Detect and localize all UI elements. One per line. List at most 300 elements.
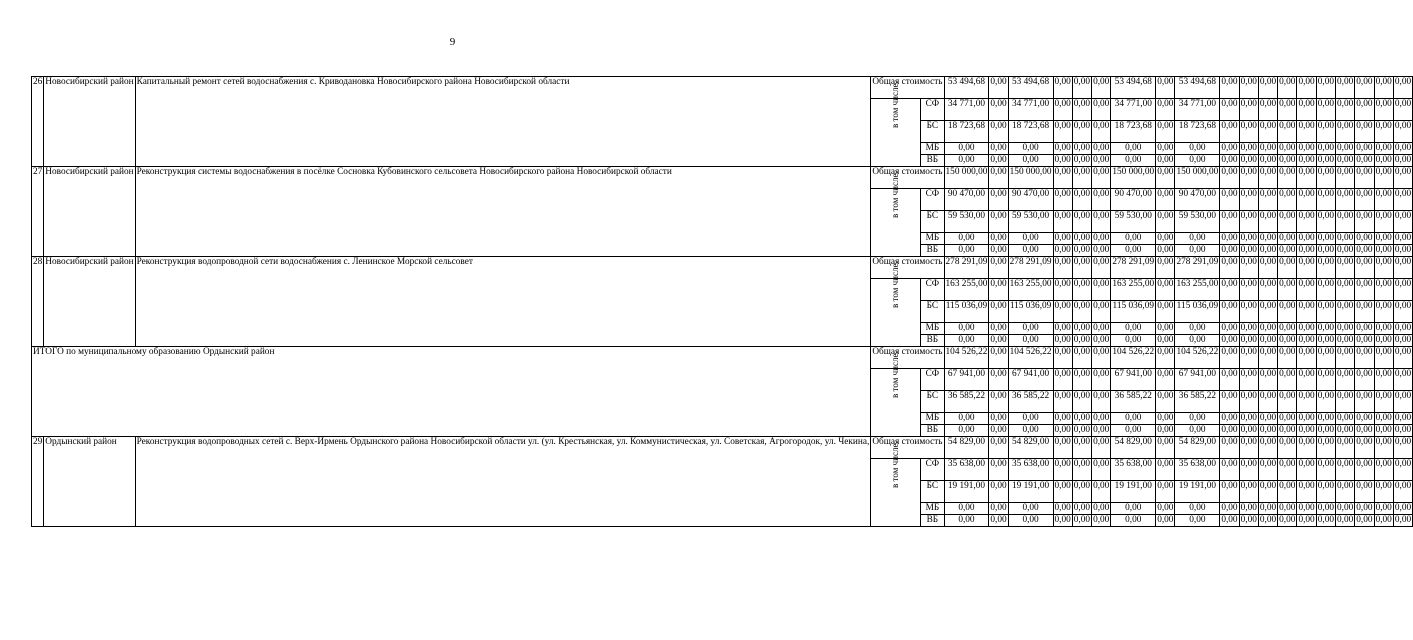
value-cell: 0,00 [1221, 245, 1238, 255]
value-cell: 0,00 [989, 189, 1008, 211]
value-cell: 0,00 [1008, 413, 1053, 425]
value-cell: 0,00 [1157, 515, 1174, 525]
value-cell: 0,00 [1337, 143, 1354, 153]
value-cell: 0,00 [1317, 143, 1334, 153]
value-cell: 0,00 [1316, 189, 1335, 211]
value-cell: 0,00 [1317, 503, 1334, 513]
value-cell: 0,00 [1053, 189, 1072, 211]
value-cell: 0,00 [1258, 257, 1277, 279]
value-cell: 0,00 [1072, 437, 1091, 459]
value-cell: 0,00 [1374, 121, 1393, 143]
value-cell: 0,00 [1316, 459, 1335, 481]
value-cell: 0,00 [1297, 121, 1316, 143]
value-cell: 0,00 [1336, 77, 1355, 99]
value-cell: 0,00 [1111, 143, 1156, 155]
value-cell: 0,00 [1239, 459, 1258, 481]
value-cell: 0,00 [1317, 515, 1334, 525]
value-cell: 0,00 [1316, 121, 1335, 143]
value-cell: 0,00 [1393, 481, 1412, 503]
value-cell: 278 291,09 [1008, 257, 1053, 279]
value-cell: 0,00 [1157, 503, 1174, 513]
value-cell: 0,00 [1259, 503, 1277, 513]
value-cell: 0,00 [1258, 369, 1277, 391]
funding-type: МБ [921, 323, 944, 335]
value-cell: 0,00 [1393, 189, 1412, 211]
value-cell: 0,00 [1092, 481, 1111, 503]
value-cell: 0,00 [1317, 413, 1334, 423]
value-cell: 0,00 [944, 245, 989, 257]
project-number: 28 [32, 257, 44, 347]
value-cell: 0,00 [990, 155, 1007, 165]
value-cell: 278 291,09 [944, 257, 989, 279]
value-cell: 0,00 [1297, 347, 1316, 369]
funding-type: Общая стоимость [871, 77, 944, 99]
value-cell: 0,00 [1297, 459, 1316, 481]
value-cell: 0,00 [1278, 279, 1297, 301]
value-cell: 0,00 [1008, 515, 1053, 527]
value-cell: 0,00 [1374, 369, 1393, 391]
value-cell: 0,00 [1008, 425, 1053, 437]
value-cell: 0,00 [1278, 211, 1297, 233]
value-cell: 0,00 [944, 413, 989, 425]
table-row [32, 77, 1413, 99]
value-cell: 0,00 [944, 323, 989, 335]
value-cell: 0,00 [1175, 413, 1220, 425]
value-cell: 0,00 [1054, 335, 1071, 345]
value-cell: 0,00 [1297, 167, 1316, 189]
value-cell: 0,00 [1355, 99, 1374, 121]
value-cell: 0,00 [1258, 189, 1277, 211]
value-cell: 0,00 [1298, 323, 1315, 333]
value-cell: 0,00 [1355, 167, 1374, 189]
value-cell: 0,00 [1008, 155, 1053, 167]
funding-type: БС [921, 121, 944, 143]
value-cell: 115 036,09 [1111, 301, 1156, 323]
value-cell: 0,00 [1394, 503, 1412, 513]
value-cell: 67 941,00 [1175, 369, 1220, 391]
value-cell: 0,00 [1072, 459, 1091, 481]
value-cell: 0,00 [1297, 99, 1316, 121]
value-cell: 0,00 [990, 233, 1007, 243]
value-cell: 0,00 [1239, 211, 1258, 233]
value-cell: 0,00 [1375, 143, 1392, 153]
value-cell: 0,00 [1297, 211, 1316, 233]
funding-type: ВБ [921, 245, 944, 257]
project-name: Реконструкция водопроводных сетей с. Верх-Ирмень Ордынского района Новосибирской области ул. (ул. Крестьянская, ул. Коммунистическая, ул. Советская, Агрогородок, ул. Чекина, [135, 437, 871, 527]
value-cell: 67 941,00 [944, 369, 989, 391]
value-cell: 0,00 [1053, 99, 1072, 121]
value-cell: 0,00 [1297, 189, 1316, 211]
value-cell: 0,00 [1054, 503, 1071, 513]
value-cell: 0,00 [1092, 121, 1111, 143]
value-cell: 0,00 [1336, 211, 1355, 233]
value-cell: 0,00 [1355, 279, 1374, 301]
value-cell: 0,00 [1157, 143, 1174, 153]
value-cell: 0,00 [944, 143, 989, 155]
value-cell: 0,00 [1093, 155, 1110, 165]
value-cell: 0,00 [1259, 515, 1277, 525]
value-cell: 0,00 [1297, 369, 1316, 391]
funding-type: БС [921, 211, 944, 233]
value-cell: 0,00 [1355, 347, 1374, 369]
value-cell: 0,00 [1259, 155, 1277, 165]
funding-type: Общая стоимость [871, 437, 944, 459]
value-cell: 0,00 [1337, 155, 1354, 165]
value-cell: 0,00 [1220, 211, 1239, 233]
value-cell: 0,00 [1072, 99, 1091, 121]
value-cell: 90 470,00 [1008, 189, 1053, 211]
value-cell: 0,00 [1374, 437, 1393, 459]
value-cell: 115 036,09 [1175, 301, 1220, 323]
value-cell: 0,00 [1258, 211, 1277, 233]
value-cell: 0,00 [1053, 369, 1072, 391]
value-cell: 0,00 [1092, 459, 1111, 481]
value-cell: 0,00 [1355, 437, 1374, 459]
value-cell: 0,00 [1355, 301, 1374, 323]
value-cell: 59 530,00 [1111, 211, 1156, 233]
value-cell: 0,00 [1220, 167, 1239, 189]
value-cell: 0,00 [1073, 335, 1091, 345]
value-cell: 0,00 [1239, 481, 1258, 503]
value-cell: 0,00 [1093, 335, 1110, 345]
value-cell: 0,00 [1316, 301, 1335, 323]
value-cell: 0,00 [1240, 425, 1257, 435]
value-cell: 0,00 [1008, 245, 1053, 257]
value-cell: 0,00 [989, 211, 1008, 233]
value-cell: 0,00 [944, 335, 989, 347]
funding-type: МБ [921, 233, 944, 245]
funding-type: Общая стоимость [871, 167, 944, 189]
value-cell: 0,00 [1375, 425, 1392, 435]
value-cell: 0,00 [1336, 437, 1355, 459]
value-cell: 0,00 [1297, 437, 1316, 459]
value-cell: 0,00 [1175, 515, 1220, 527]
value-cell: 0,00 [1156, 347, 1175, 369]
value-cell: 0,00 [1156, 257, 1175, 279]
value-cell: 0,00 [1356, 233, 1373, 243]
value-cell: 0,00 [1356, 143, 1373, 153]
value-cell: 0,00 [1111, 245, 1156, 257]
value-cell: 0,00 [1157, 323, 1174, 333]
value-cell: 0,00 [1221, 335, 1238, 345]
value-cell: 0,00 [1356, 503, 1373, 513]
value-cell: 18 723,68 [1175, 121, 1220, 143]
funding-type: ВБ [921, 515, 944, 527]
value-cell: 0,00 [1092, 99, 1111, 121]
value-cell: 0,00 [989, 437, 1008, 459]
value-cell: 0,00 [1393, 257, 1412, 279]
value-cell: 0,00 [1221, 425, 1238, 435]
value-cell: 0,00 [1375, 245, 1392, 255]
value-cell: 0,00 [1072, 77, 1091, 99]
project-number: 29 [32, 437, 44, 527]
value-cell: 0,00 [1316, 211, 1335, 233]
value-cell: 0,00 [1221, 143, 1238, 153]
value-cell: 0,00 [1054, 425, 1071, 435]
value-cell: 54 829,00 [1111, 437, 1156, 459]
value-cell: 0,00 [1220, 279, 1239, 301]
value-cell: 0,00 [1239, 167, 1258, 189]
value-cell: 0,00 [1054, 155, 1071, 165]
value-cell: 0,00 [1092, 189, 1111, 211]
value-cell: 0,00 [1337, 323, 1354, 333]
value-cell: 0,00 [1279, 425, 1296, 435]
value-cell: 0,00 [1316, 99, 1335, 121]
district-name: Новосибирский район [44, 257, 135, 347]
value-cell: 0,00 [1337, 515, 1354, 525]
value-cell: 0,00 [1239, 121, 1258, 143]
value-cell: 0,00 [1239, 77, 1258, 99]
value-cell: 0,00 [1111, 155, 1156, 167]
value-cell: 0,00 [1393, 347, 1412, 369]
value-cell: 0,00 [1258, 437, 1277, 459]
value-cell: 0,00 [1355, 481, 1374, 503]
value-cell: 0,00 [990, 425, 1007, 435]
value-cell: 0,00 [990, 413, 1007, 423]
value-cell: 0,00 [1093, 143, 1110, 153]
value-cell: 36 585,22 [1175, 391, 1220, 413]
value-cell: 0,00 [1394, 323, 1412, 333]
value-cell: 0,00 [1072, 347, 1091, 369]
value-cell: 0,00 [1072, 167, 1091, 189]
value-cell: 0,00 [1093, 245, 1110, 255]
value-cell: 34 771,00 [1111, 99, 1156, 121]
value-cell: 0,00 [1298, 245, 1315, 255]
value-cell: 36 585,22 [1111, 391, 1156, 413]
table-row [32, 167, 1413, 189]
value-cell: 0,00 [1156, 189, 1175, 211]
value-cell: 0,00 [1374, 211, 1393, 233]
value-cell: 0,00 [1073, 413, 1091, 423]
value-cell: 0,00 [989, 301, 1008, 323]
value-cell: 0,00 [1239, 257, 1258, 279]
value-cell: 0,00 [1072, 481, 1091, 503]
value-cell: 0,00 [1336, 167, 1355, 189]
value-cell: 0,00 [1156, 437, 1175, 459]
value-cell: 0,00 [1297, 77, 1316, 99]
value-cell: 0,00 [1316, 347, 1335, 369]
value-cell: 59 530,00 [1175, 211, 1220, 233]
value-cell: 0,00 [1054, 515, 1071, 525]
value-cell: 0,00 [1279, 503, 1296, 513]
value-cell: 0,00 [1239, 279, 1258, 301]
value-cell: 36 585,22 [944, 391, 989, 413]
value-cell: 0,00 [1053, 279, 1072, 301]
value-cell: 0,00 [1093, 425, 1110, 435]
value-cell: 0,00 [1336, 279, 1355, 301]
value-cell: 0,00 [1220, 437, 1239, 459]
value-cell: 0,00 [1393, 167, 1412, 189]
value-cell: 0,00 [1111, 335, 1156, 347]
value-cell: 0,00 [1279, 245, 1296, 255]
value-cell: 0,00 [989, 459, 1008, 481]
value-cell: 0,00 [1240, 155, 1257, 165]
value-cell: 0,00 [1278, 257, 1297, 279]
value-cell: 0,00 [1156, 459, 1175, 481]
value-cell: 0,00 [1337, 335, 1354, 345]
value-cell: 0,00 [989, 77, 1008, 99]
value-cell: 0,00 [1111, 323, 1156, 335]
value-cell: 0,00 [1008, 335, 1053, 347]
table-row [32, 437, 1413, 459]
funding-table [31, 76, 1413, 527]
value-cell: 0,00 [1298, 515, 1315, 525]
including-label [871, 261, 921, 347]
value-cell: 0,00 [1156, 121, 1175, 143]
value-cell: 0,00 [1336, 347, 1355, 369]
value-cell: 0,00 [1336, 301, 1355, 323]
value-cell: 0,00 [1220, 347, 1239, 369]
value-cell: 0,00 [1374, 279, 1393, 301]
value-cell: 0,00 [1220, 369, 1239, 391]
value-cell: 0,00 [1375, 323, 1392, 333]
value-cell: 0,00 [1279, 335, 1296, 345]
funding-type: МБ [921, 143, 944, 155]
value-cell: 0,00 [1175, 143, 1220, 155]
value-cell: 115 036,09 [944, 301, 989, 323]
value-cell: 0,00 [1375, 233, 1392, 243]
value-cell: 0,00 [1221, 155, 1238, 165]
value-cell: 0,00 [1240, 413, 1257, 423]
value-cell: 0,00 [1258, 99, 1277, 121]
value-cell: 0,00 [1394, 245, 1412, 255]
value-cell: 0,00 [1336, 189, 1355, 211]
value-cell: 54 829,00 [1175, 437, 1220, 459]
total-title: ИТОГО по муниципальному образованию Ордынский район [32, 347, 871, 437]
value-cell: 163 255,00 [1175, 279, 1220, 301]
value-cell: 104 526,22 [944, 347, 989, 369]
value-cell: 0,00 [1240, 233, 1257, 243]
value-cell: 0,00 [1239, 391, 1258, 413]
value-cell: 18 723,68 [1111, 121, 1156, 143]
value-cell: 104 526,22 [1175, 347, 1220, 369]
value-cell: 0,00 [1298, 143, 1315, 153]
value-cell: 0,00 [1355, 77, 1374, 99]
value-cell: 0,00 [1374, 257, 1393, 279]
value-cell: 0,00 [1337, 425, 1354, 435]
value-cell: 0,00 [1317, 425, 1334, 435]
value-cell: 0,00 [990, 245, 1007, 255]
value-cell: 0,00 [1008, 323, 1053, 335]
value-cell: 0,00 [1054, 323, 1071, 333]
value-cell: 0,00 [1054, 413, 1071, 423]
value-cell: 104 526,22 [1111, 347, 1156, 369]
value-cell: 0,00 [1111, 515, 1156, 527]
value-cell: 0,00 [1157, 155, 1174, 165]
value-cell: 34 771,00 [944, 99, 989, 121]
value-cell: 0,00 [1375, 413, 1392, 423]
value-cell: 0,00 [1092, 301, 1111, 323]
value-cell: 19 191,00 [1111, 481, 1156, 503]
value-cell: 0,00 [1279, 155, 1296, 165]
value-cell: 0,00 [1073, 503, 1091, 513]
value-cell: 0,00 [1157, 335, 1174, 345]
value-cell: 0,00 [1054, 245, 1071, 255]
value-cell: 0,00 [1278, 481, 1297, 503]
including-label-text: в том числе: [890, 441, 901, 488]
district-name: Ордынский район [44, 437, 135, 527]
value-cell: 0,00 [1156, 391, 1175, 413]
value-cell: 0,00 [1336, 121, 1355, 143]
value-cell: 0,00 [1316, 481, 1335, 503]
value-cell: 0,00 [1374, 347, 1393, 369]
value-cell: 0,00 [1072, 391, 1091, 413]
value-cell: 0,00 [1175, 245, 1220, 257]
value-cell: 0,00 [1156, 211, 1175, 233]
value-cell: 0,00 [1278, 369, 1297, 391]
value-cell: 0,00 [1394, 233, 1412, 243]
value-cell: 0,00 [1239, 369, 1258, 391]
value-cell: 0,00 [1156, 99, 1175, 121]
value-cell: 0,00 [1316, 257, 1335, 279]
value-cell: 0,00 [1258, 347, 1277, 369]
value-cell: 0,00 [1356, 245, 1373, 255]
value-cell: 0,00 [1053, 211, 1072, 233]
value-cell: 67 941,00 [1111, 369, 1156, 391]
value-cell: 115 036,09 [1008, 301, 1053, 323]
value-cell: 0,00 [1298, 335, 1315, 345]
value-cell: 0,00 [989, 167, 1008, 189]
value-cell: 0,00 [1258, 77, 1277, 99]
value-cell: 0,00 [1175, 233, 1220, 245]
value-cell: 0,00 [1336, 257, 1355, 279]
value-cell: 0,00 [1374, 481, 1393, 503]
value-cell: 0,00 [1394, 335, 1412, 345]
value-cell: 0,00 [1175, 503, 1220, 515]
value-cell: 0,00 [1093, 323, 1110, 333]
value-cell: 0,00 [1175, 335, 1220, 347]
value-cell: 0,00 [1279, 413, 1296, 423]
funding-type: СФ [921, 189, 944, 211]
value-cell: 0,00 [1258, 459, 1277, 481]
value-cell: 0,00 [989, 257, 1008, 279]
value-cell: 0,00 [1240, 503, 1257, 513]
value-cell: 0,00 [1375, 335, 1392, 345]
funding-type: ВБ [921, 425, 944, 437]
value-cell: 0,00 [1072, 301, 1091, 323]
including-label [871, 81, 921, 167]
value-cell: 0,00 [1259, 323, 1277, 333]
value-cell: 0,00 [1054, 233, 1071, 243]
value-cell: 0,00 [1337, 503, 1354, 513]
value-cell: 0,00 [990, 323, 1007, 333]
value-cell: 0,00 [1072, 211, 1091, 233]
value-cell: 0,00 [1111, 233, 1156, 245]
funding-type: СФ [921, 99, 944, 121]
value-cell: 0,00 [1259, 425, 1277, 435]
value-cell: 0,00 [1298, 413, 1315, 423]
value-cell: 0,00 [1278, 189, 1297, 211]
value-cell: 0,00 [1258, 121, 1277, 143]
project-name: Реконструкция водопроводной сети водоснабжения с. Ленинское Морской сельсовет [135, 257, 871, 347]
value-cell: 0,00 [1073, 143, 1091, 153]
value-cell: 0,00 [989, 99, 1008, 121]
value-cell: 0,00 [1157, 425, 1174, 435]
value-cell: 0,00 [1279, 323, 1296, 333]
value-cell: 0,00 [990, 515, 1007, 525]
value-cell: 0,00 [1356, 515, 1373, 525]
table-row [32, 347, 1413, 369]
value-cell: 0,00 [1394, 155, 1412, 165]
value-cell: 0,00 [944, 425, 989, 437]
value-cell: 54 829,00 [1008, 437, 1053, 459]
value-cell: 67 941,00 [1008, 369, 1053, 391]
value-cell: 0,00 [1278, 301, 1297, 323]
value-cell: 0,00 [1092, 167, 1111, 189]
value-cell: 0,00 [1093, 515, 1110, 525]
value-cell: 0,00 [1073, 245, 1091, 255]
value-cell: 0,00 [989, 481, 1008, 503]
